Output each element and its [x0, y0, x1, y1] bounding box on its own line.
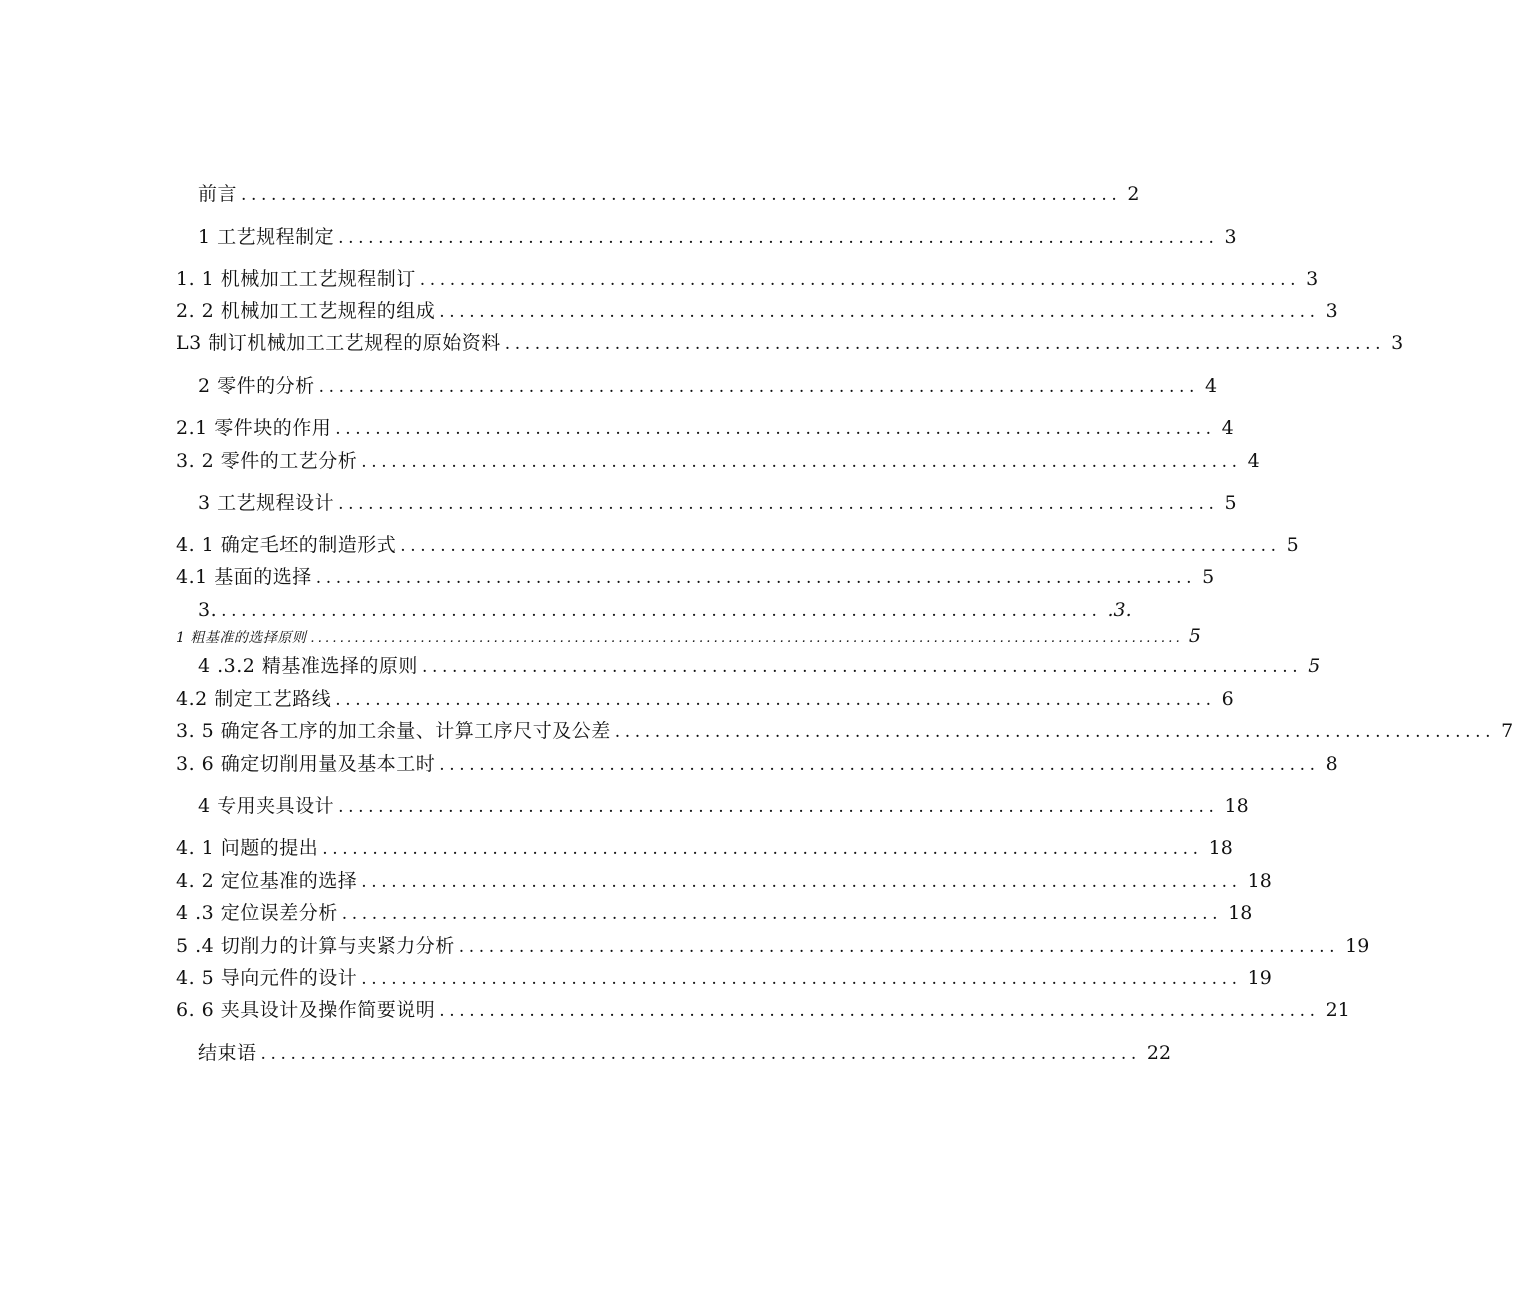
- toc-entry-page: 6: [1221, 688, 1234, 710]
- toc-entry-page: 5: [1308, 655, 1321, 677]
- toc-entry-3-3[interactable]: [176, 687, 1234, 711]
- toc-entry-page: 4: [1221, 417, 1234, 439]
- dot-leader: ........................................................................................: [458, 937, 1340, 957]
- dot-leader: ........................................................................................: [504, 334, 1386, 354]
- toc-entry-page: 5: [1202, 566, 1215, 588]
- toc-entry-label: 1 粗基准的选择原则: [176, 630, 307, 646]
- toc-entry-page: 8: [1325, 753, 1338, 775]
- toc-entry-label: 2 零件的分析: [198, 375, 315, 397]
- toc-entry-4-6[interactable]: [176, 998, 1350, 1022]
- toc-entry-page: 7: [1501, 720, 1513, 742]
- toc-entry-1-1[interactable]: [176, 267, 1319, 291]
- dot-leader: ........................................................................................: [260, 1044, 1141, 1064]
- toc-entry-page: 5: [1224, 492, 1237, 514]
- toc-entry-label: 4 .3.2 精基准选择的原则: [198, 655, 418, 677]
- toc-entry-label: 1. 1 机械加工工艺规程制订: [176, 268, 416, 290]
- toc-entry-2-1[interactable]: [176, 416, 1234, 440]
- dot-leader: ........................................................................................: [241, 185, 1122, 205]
- dot-leader: ........................................................................................: [421, 657, 1303, 677]
- toc-entry-4-5[interactable]: [176, 966, 1272, 990]
- toc-entry-label: L3 制订机械加工工艺规程的原始资料: [176, 332, 501, 354]
- toc-entry-page: 3: [1224, 226, 1237, 248]
- toc-entry-label: 前言: [198, 183, 238, 205]
- toc-entry-page: 19: [1345, 935, 1370, 957]
- toc-entry-3-6[interactable]: [176, 752, 1338, 776]
- dot-leader: ........................................................................................: [338, 228, 1219, 248]
- toc-entry-3-2-1[interactable]: [176, 624, 1201, 648]
- toc-entry-page: 4: [1247, 450, 1260, 472]
- toc-entry-chapter-4[interactable]: [198, 794, 1249, 818]
- toc-entry-page: 21: [1325, 999, 1350, 1021]
- toc-entry-page: 18: [1228, 902, 1253, 924]
- dot-leader: ........................................................................................: [335, 419, 1216, 439]
- toc-entry-label: 4 .3 定位误差分析: [176, 902, 338, 924]
- dot-leader: ........................................................................................: [419, 270, 1301, 290]
- dot-leader: ........................................................................................: [361, 969, 1242, 989]
- toc-entry-2-2[interactable]: [176, 449, 1260, 473]
- toc-entry-label: 6. 6 夹具设计及操作简要说明: [176, 999, 436, 1021]
- toc-entry-label: 结束语: [198, 1042, 257, 1064]
- toc-entry-3-2[interactable]: [176, 565, 1215, 589]
- toc-entry-3-2-heading[interactable]: [198, 598, 1132, 622]
- toc-entry-label: 3.: [198, 599, 218, 621]
- toc-entry-1-3[interactable]: [176, 331, 1404, 355]
- toc-entry-label: 4. 2 定位基准的选择: [176, 870, 358, 892]
- toc-entry-3-2-2[interactable]: [198, 654, 1321, 678]
- dot-leader: ........................................................................................: [322, 839, 1203, 859]
- dot-leader: ........................................................................................: [614, 722, 1496, 742]
- toc-entry-page: 19: [1247, 967, 1272, 989]
- dot-leader: ........................................................................................: [361, 872, 1242, 892]
- toc-entry-page: 22: [1146, 1042, 1172, 1064]
- dot-leader: ........................................................................................: [400, 536, 1281, 556]
- toc-entry-page: .3.: [1107, 599, 1132, 621]
- dot-leader: ........................................................................................: [315, 568, 1197, 588]
- toc-entry-4-2[interactable]: [176, 869, 1272, 893]
- toc-entry-chapter-3[interactable]: [198, 491, 1237, 515]
- toc-entry-label: 3. 6 确定切削用量及基本工时: [176, 753, 436, 775]
- toc-entry-4-4[interactable]: [176, 934, 1370, 958]
- dot-leader: ........................................................................................: [439, 302, 1320, 322]
- dot-leader: ........................................................................................: [338, 797, 1219, 817]
- dot-leader: ........................................................................................: [318, 377, 1199, 397]
- dot-leader: ........................................................................................: [341, 904, 1223, 924]
- toc-entry-1-2[interactable]: [176, 299, 1338, 323]
- dot-leader: ........................................................................................: [338, 494, 1219, 514]
- toc-entry-3-5[interactable]: [176, 719, 1513, 743]
- toc-entry-conclusion[interactable]: [198, 1041, 1172, 1065]
- toc-entry-label: 4.2 制定工艺路线: [176, 688, 332, 710]
- toc-entry-chapter-1[interactable]: [198, 225, 1237, 249]
- dot-leader: ........................................................................................: [361, 452, 1242, 472]
- toc-entry-page: 18: [1224, 795, 1249, 817]
- toc-entry-label: 4. 1 确定毛坯的制造形式: [176, 534, 397, 556]
- toc-entry-label: 3 工艺规程设计: [198, 492, 335, 514]
- toc-entry-chapter-2[interactable]: [198, 374, 1218, 398]
- toc-entry-page: 2: [1127, 183, 1140, 205]
- toc-entry-page: 3: [1306, 268, 1319, 290]
- toc-entry-page: 18: [1208, 837, 1233, 859]
- toc-entry-label: 3. 5 确定各工序的加工余量、计算工序尺寸及公差: [176, 720, 611, 742]
- toc-entry-label: 1 工艺规程制定: [198, 226, 335, 248]
- toc-entry-page: 4: [1204, 375, 1218, 397]
- toc-entry-label: 4. 5 导向元件的设计: [176, 967, 358, 989]
- toc-entry-label: 3. 2 零件的工艺分析: [176, 450, 358, 472]
- toc-entry-preface[interactable]: [198, 182, 1140, 206]
- dot-leader: .......................................................................................................................: [310, 631, 1183, 646]
- dot-leader: ........................................................................................: [221, 601, 1102, 621]
- toc-entry-4-3[interactable]: [176, 901, 1253, 925]
- dot-leader: ........................................................................................: [439, 1001, 1320, 1021]
- toc-entry-label: 2.1 零件块的作用: [176, 417, 332, 439]
- toc-entry-page: 3: [1391, 332, 1404, 354]
- toc-entry-page: 3: [1325, 300, 1338, 322]
- toc-entry-label: 5 .4 切削力的计算与夹紧力分析: [176, 935, 455, 957]
- toc-entry-label: 4.1 基面的选择: [176, 566, 312, 588]
- toc-entry-label: 2. 2 机械加工工艺规程的组成: [176, 300, 436, 322]
- toc-entry-page: 18: [1247, 870, 1272, 892]
- toc-entry-4-1[interactable]: [176, 836, 1233, 860]
- toc-entry-label: 4 专用夹具设计: [198, 795, 335, 817]
- toc-entry-label: 4. 1 问题的提出: [176, 837, 319, 859]
- toc-entry-page: 5: [1188, 625, 1201, 647]
- toc-entry-3-1[interactable]: [176, 533, 1299, 557]
- dot-leader: ........................................................................................: [335, 690, 1216, 710]
- dot-leader: ........................................................................................: [439, 755, 1320, 775]
- toc-entry-page: 5: [1286, 534, 1299, 556]
